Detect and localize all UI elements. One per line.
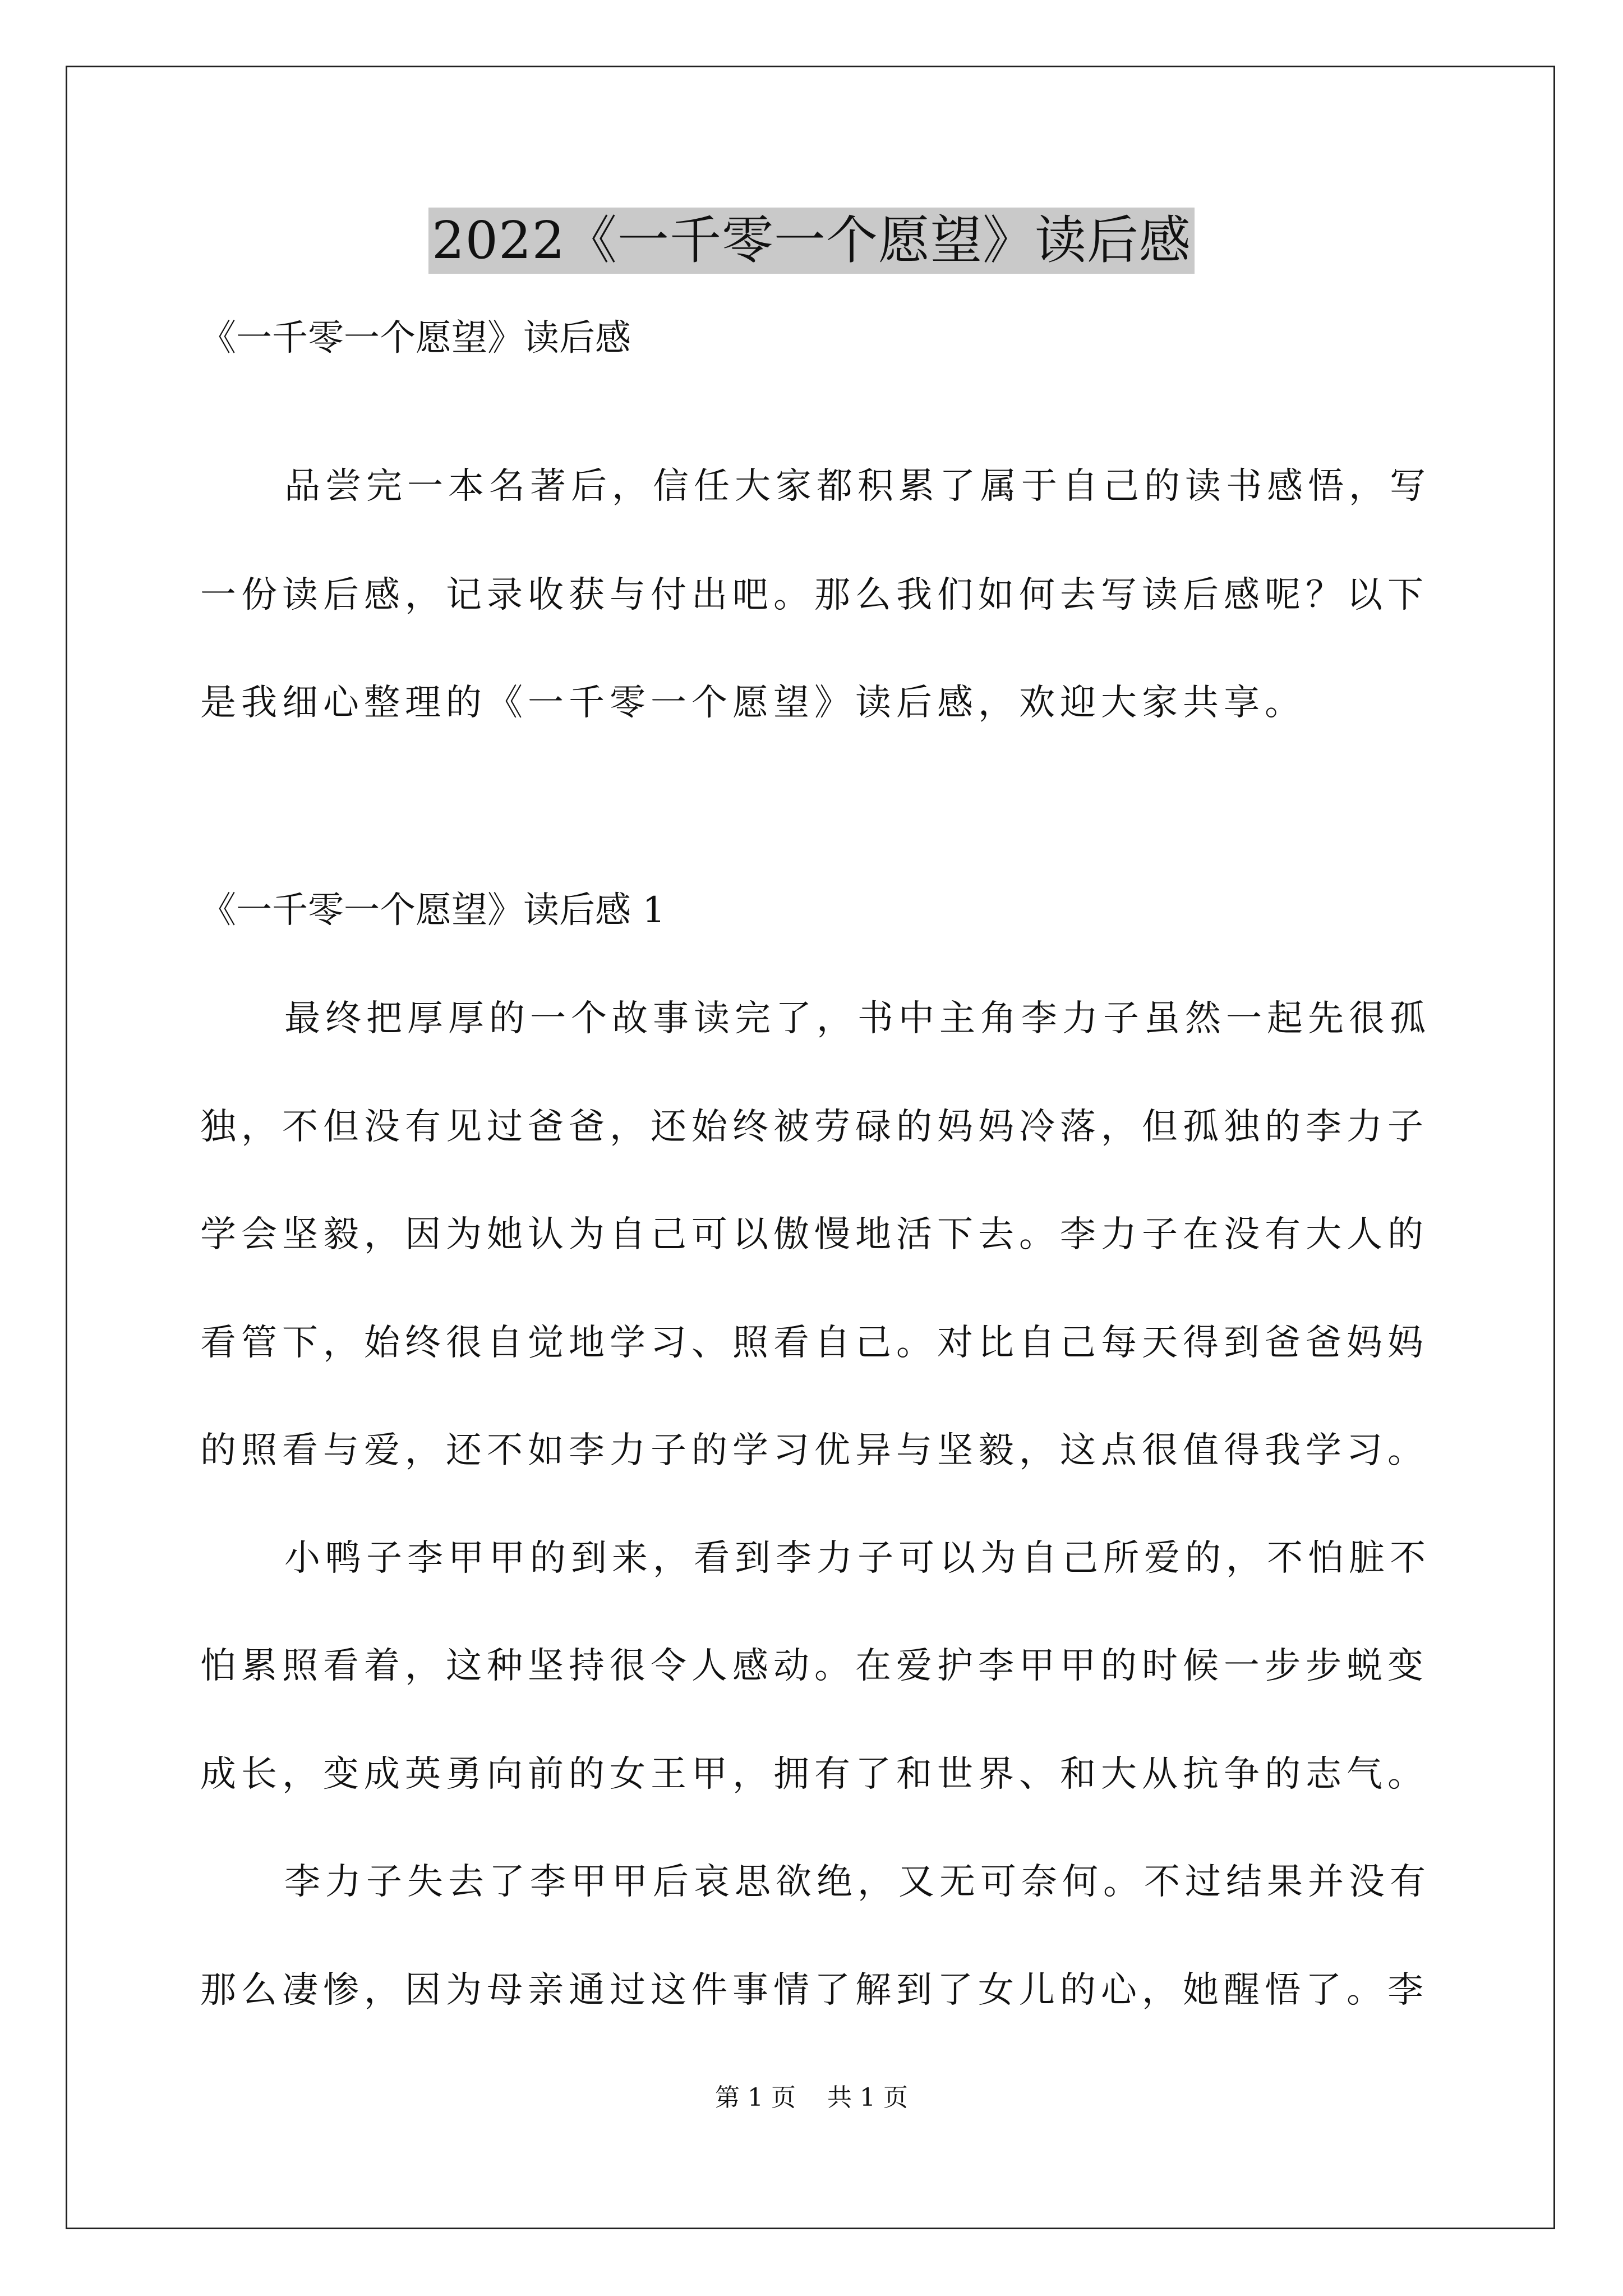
paragraph-1-line: 的照看与爱，还不如李力子的学习优异与坚毅，这点很值得我学习。 <box>200 1430 1428 1471</box>
intro-line: 是我细心整理的《一千零一个愿望》读后感，欢迎大家共享。 <box>200 682 1306 724</box>
page-number: 第 1 页 <box>715 2083 796 2112</box>
intro-line: 品尝完一本名著后，信任大家都积累了属于自己的读书感悟，写 <box>284 466 1431 507</box>
document-title: 2022《一千零一个愿望》读后感 <box>428 208 1195 274</box>
page-total: 共 1 页 <box>827 2083 908 2112</box>
paragraph-1-line: 看管下，始终很自觉地学习、照看自己。对比自己每天得到爸爸妈妈 <box>200 1322 1428 1364</box>
subheading-intro: 《一千零一个愿望》读后感 <box>200 318 631 359</box>
paragraph-1-line: 最终把厚厚的一个故事读完了，书中主角李力子虽然一起先很孤 <box>284 998 1431 1039</box>
paragraph-3-line: 那么凄惨，因为母亲通过这件事情了解到了女儿的心，她醒悟了。李 <box>200 1970 1428 2011</box>
paragraph-1-line: 学会坚毅，因为她认为自己可以傲慢地活下去。李力子在没有大人的 <box>200 1214 1428 1255</box>
paragraph-2-line: 小鸭子李甲甲的到来，看到李力子可以为自己所爱的，不怕脏不 <box>284 1538 1431 1579</box>
paragraph-1-line: 独，不但没有见过爸爸，还始终被劳碌的妈妈冷落，但孤独的李力子 <box>200 1106 1428 1148</box>
page-footer <box>0 2082 1623 2114</box>
paragraph-2-line: 成长，变成英勇向前的女王甲，拥有了和世界、和大从抗争的志气。 <box>200 1754 1428 1795</box>
paragraph-2-line: 怕累照看着，这种坚持很令人感动。在爱护李甲甲的时候一步步蜕变 <box>200 1645 1428 1687</box>
paragraph-3-line: 李力子失去了李甲甲后哀思欲绝，又无可奈何。不过结果并没有 <box>284 1861 1431 1903</box>
title-container <box>0 208 1623 274</box>
intro-line: 一份读后感，记录收获与付出吧。那么我们如何去写读后感呢？以下 <box>200 574 1428 616</box>
subheading-essay-1: 《一千零一个愿望》读后感 1 <box>200 890 666 931</box>
